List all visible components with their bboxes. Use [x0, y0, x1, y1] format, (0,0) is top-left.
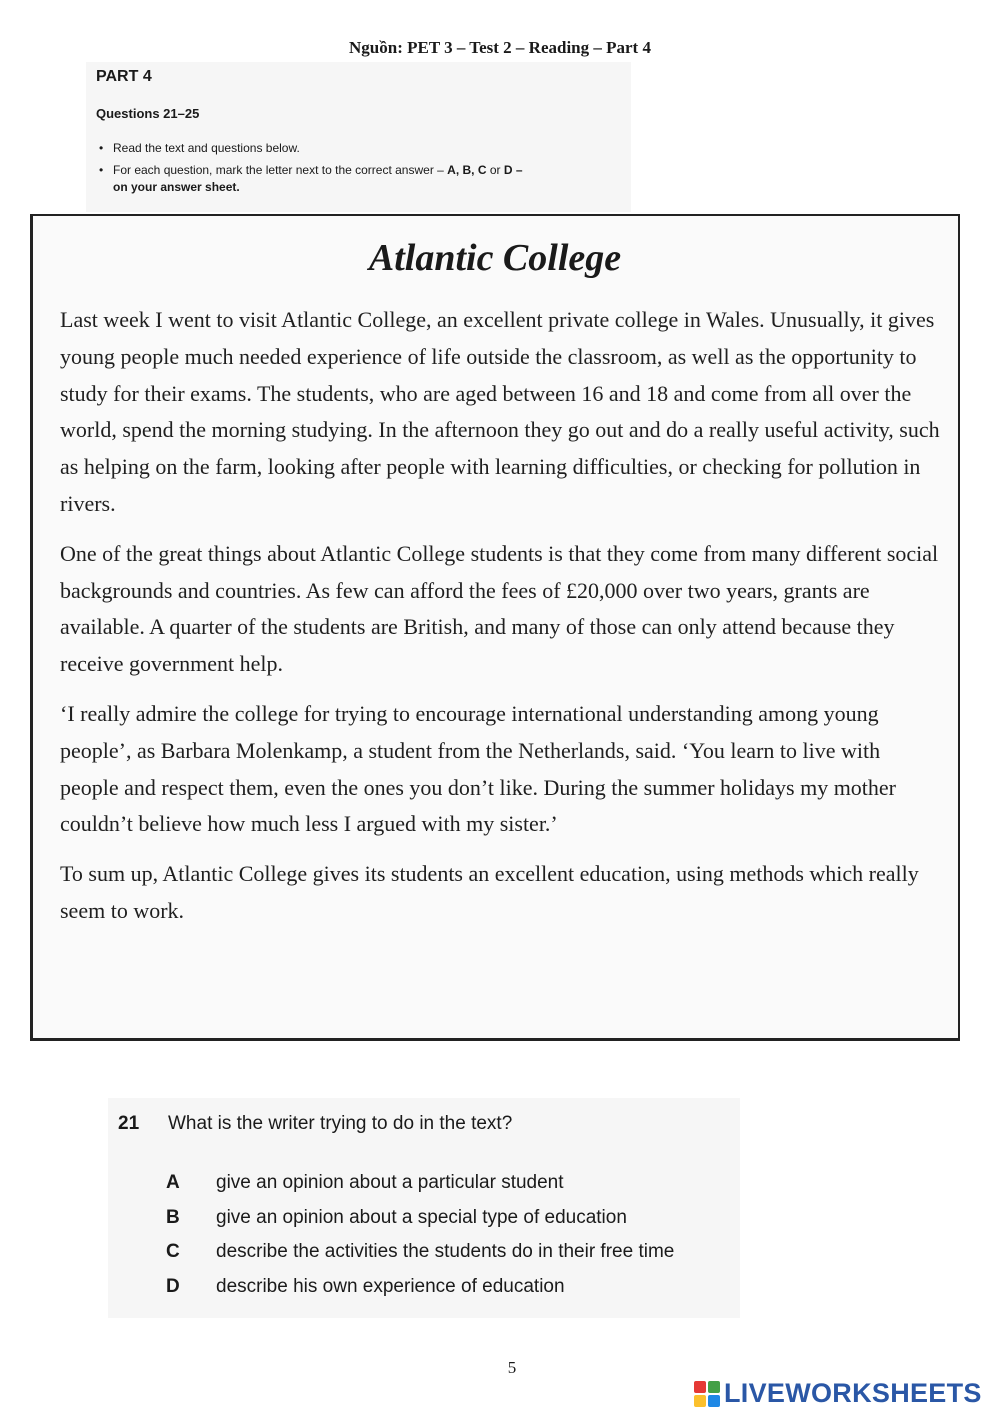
question-text: What is the writer trying to do in the text? — [168, 1113, 513, 1134]
option-text: give an opinion about a special type of education — [216, 1206, 627, 1228]
option-letter: C — [166, 1241, 180, 1263]
answer-option-d[interactable] — [166, 1270, 726, 1305]
answer-option-b[interactable] — [166, 1201, 726, 1236]
option-letter: D — [166, 1275, 180, 1297]
answer-options — [166, 1166, 726, 1304]
option-text: give an opinion about a particular student — [216, 1172, 564, 1194]
article-title: Atlantic College — [368, 237, 622, 279]
liveworksheets-brand[interactable] — [694, 1378, 982, 1409]
part-title: PART 4 — [96, 68, 152, 85]
liveworksheets-logo-icon — [694, 1381, 720, 1407]
option-text: describe the activities the students do in their free time — [216, 1241, 675, 1263]
page-number: 5 — [507, 1358, 517, 1377]
article-paragraph: Last week I went to visit Atlantic College, an excellent private college in Wales. Unusually, it gives young people much needed experience of life outside the classroom, as well as the opportunity to study for their exams. The students, who are aged between 16 and 18 and come from all over the world, spend the morning studying. In the afternoon they go out and do a really useful activity, such as helping on the farm, looking after people with learning difficulties, or checking for pollution in rivers. — [60, 307, 940, 516]
answer-option-a[interactable] — [166, 1166, 726, 1201]
source-citation: Nguồn: PET 3 – Test 2 – Reading – Part 4 — [349, 38, 651, 57]
instruction-item: • For each question, mark the letter next to the correct answer – A, B, C or D – on your answer sheet. — [96, 162, 626, 196]
instruction-item: • Read the text and questions below. — [96, 140, 626, 157]
questions-range: Questions 21–25 — [96, 106, 200, 121]
article-paragraph: To sum up, Atlantic College gives its students an excellent education, using methods which really seem to work. — [60, 861, 919, 923]
brand-text: LIVEWORKSHEETS — [724, 1378, 982, 1408]
instruction-list — [96, 140, 626, 201]
option-text: describe his own experience of education — [216, 1275, 565, 1297]
option-letter: A — [166, 1172, 180, 1194]
answer-option-c[interactable] — [166, 1235, 726, 1270]
article-body — [60, 302, 940, 943]
article-paragraph: One of the great things about Atlantic College students is that they come from many different social backgrounds and countries. As few can afford the fees of £20,000 over two years, grants are available. A quarter of the students are British, and many of those can only attend because they receive government help. — [60, 540, 939, 677]
article-paragraph: ‘I really admire the college for trying to encourage international understanding among young people’, as Barbara Molenkamp, a student from the Netherlands, said. ‘You learn to live with people and respect them, even the ones you don’t like. During the summer holidays my mother couldn’t believe how much less I argued with my sister.’ — [60, 700, 897, 837]
question-number: 21 — [118, 1113, 140, 1134]
option-letter: B — [166, 1206, 180, 1228]
